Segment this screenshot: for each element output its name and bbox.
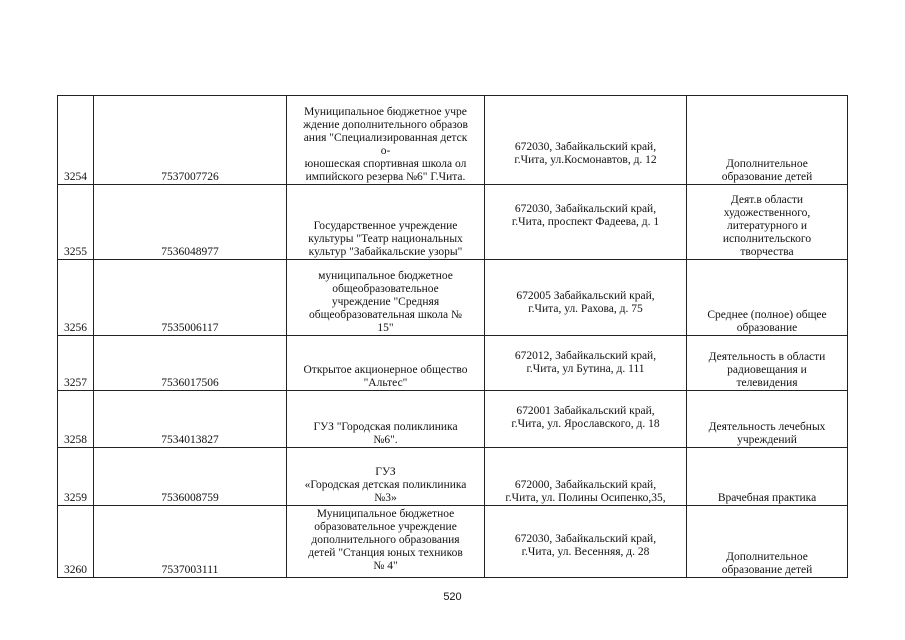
inn-cell: 7536017506 [94, 336, 287, 391]
address-cell: 672000, Забайкальский край, г.Чита, ул. Полины Осипенко,35, [485, 448, 687, 506]
address-cell: 672030, Забайкальский край, г.Чита, проспект Фадеева, д. 1 [485, 185, 687, 260]
activity-cell: Дополнительное образование детей [687, 96, 848, 185]
inn-cell: 7535006117 [94, 260, 287, 336]
table-row [58, 185, 848, 260]
address-cell: 672005 Забайкальский край, г.Чита, ул. Рахова, д. 75 [485, 260, 687, 336]
activity-cell: Деятельность лечебных учреждений [687, 391, 848, 448]
organization-name-cell: муниципальное бюджетное общеобразовательное учреждение "Средняя общеобразовательная школа № 15" [287, 260, 485, 336]
address-cell: 672012, Забайкальский край, г.Чита, ул Бутина, д. 111 [485, 336, 687, 391]
registry-table [57, 95, 848, 578]
table-row [58, 506, 848, 578]
activity-cell: Дополнительное образование детей [687, 506, 848, 578]
table-row [58, 260, 848, 336]
row-number: 3259 [58, 448, 94, 506]
address-cell: 672030, Забайкальский край, г.Чита, ул. Весенняя, д. 28 [485, 506, 687, 578]
row-number: 3260 [58, 506, 94, 578]
row-number: 3256 [58, 260, 94, 336]
inn-cell: 7536008759 [94, 448, 287, 506]
row-number: 3257 [58, 336, 94, 391]
organization-name-cell: Государственное учреждение культуры "Театр национальных культур "Забайкальские узоры" [287, 185, 485, 260]
organization-name-cell: Муниципальное бюджетное учре ждение дополнительного образов ания "Специализированная детск о- юношеская спортивная школа ол импийского резерва №6" Г.Чита. [287, 96, 485, 185]
address-cell: 672030, Забайкальский край, г.Чита, ул.Космонавтов, д. 12 [485, 96, 687, 185]
activity-cell: Деятельность в области радиовещания и телевидения [687, 336, 848, 391]
organization-name-cell: ГУЗ "Городская поликлиника №6". [287, 391, 485, 448]
address-cell: 672001 Забайкальский край, г.Чита, ул. Ярославского, д. 18 [485, 391, 687, 448]
activity-cell: Деят.в области художественного, литературного и исполнительского творчества [687, 185, 848, 260]
row-number: 3254 [58, 96, 94, 185]
activity-cell: Среднее (полное) общее образование [687, 260, 848, 336]
inn-cell: 7536048977 [94, 185, 287, 260]
organization-name-cell: Муниципальное бюджетное образовательное учреждение дополнительного образования детей "Станция юных техников № 4" [287, 506, 485, 578]
organization-name-cell: ГУЗ «Городская детская поликлиника №3» [287, 448, 485, 506]
table-row [58, 96, 848, 185]
row-number: 3258 [58, 391, 94, 448]
row-number: 3255 [58, 185, 94, 260]
inn-cell: 7537003111 [94, 506, 287, 578]
table-row [58, 336, 848, 391]
table-row [58, 391, 848, 448]
organization-name-cell: Открытое акционерное общество "Альтес" [287, 336, 485, 391]
activity-cell: Врачебная практика [687, 448, 848, 506]
inn-cell: 7534013827 [94, 391, 287, 448]
inn-cell: 7537007726 [94, 96, 287, 185]
page-number: 520 [443, 591, 462, 603]
table-row [58, 448, 848, 506]
